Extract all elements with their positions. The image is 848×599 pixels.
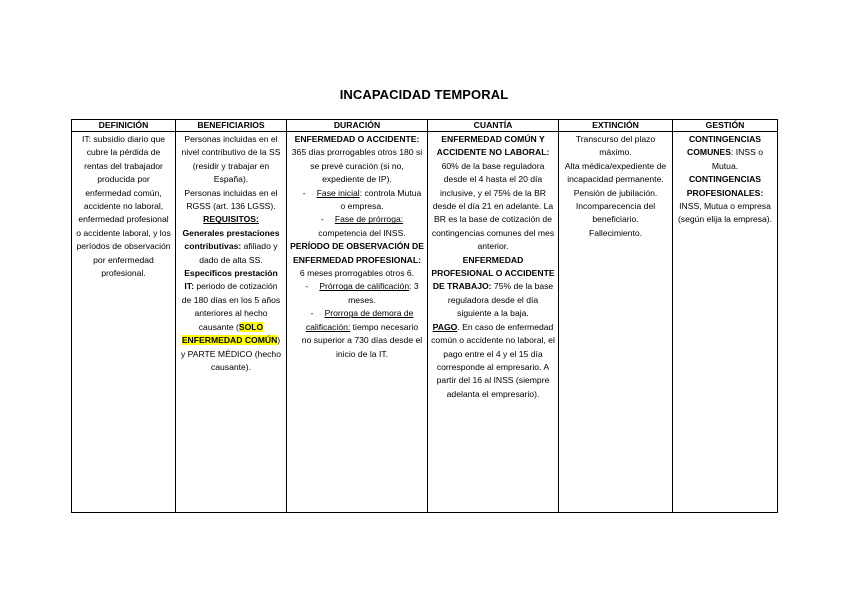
- header-row: [72, 120, 778, 132]
- prorroga-demora-label: Prorroga de demora de calificación:: [305, 308, 414, 332]
- periodo-text: 6 meses prorrogables otros 6.: [299, 268, 415, 279]
- page-title: INCAPACIDAD TEMPORAL: [339, 87, 509, 102]
- it-table: [71, 119, 778, 513]
- extincion-item: Pensión de jubilación.: [573, 187, 658, 198]
- header-beneficiarios: BENEFICIARIOS: [176, 120, 287, 132]
- cell-definicion: [72, 132, 176, 513]
- pago-label: PAGO: [432, 321, 458, 332]
- comunes-text: : INSS o Mutua.: [711, 147, 763, 171]
- generales-text: afiliado y dado de alta SS.: [199, 241, 278, 265]
- header-definicion: DEFINICIÓN: [72, 120, 176, 132]
- bullet-dash: -: [320, 214, 324, 225]
- cuantia-pago: [431, 321, 555, 401]
- bullet-dash: -: [302, 187, 306, 198]
- bullet-dash: -: [305, 281, 309, 292]
- extincion-item: Incomparecencia del beneficiario.: [575, 201, 656, 225]
- fase-inicial-label: Fase inicial: [316, 187, 360, 198]
- requisitos-generales: [179, 227, 283, 267]
- cuantia-ep: [431, 254, 555, 321]
- header-extincion: EXTINCIÓN: [559, 120, 673, 132]
- duracion-periodo: [290, 240, 424, 280]
- especificos-end: ) y PARTE MÉDICO (hecho causante).: [181, 335, 281, 372]
- extincion-item: Transcurso del plazo máximo.: [575, 134, 656, 158]
- header-duracion: DURACIÓN: [287, 120, 428, 132]
- definicion-text: IT: subsidio diario que cubre la pérdida de rentas del trabajador producida por enfermedad común, accidente no laboral, enfermedad profesional o accidente laboral, y los períodos de observación por enfermedad profesional.: [76, 134, 171, 279]
- cuantia-ec-text: 60% de la base reguladora desde el 4 hasta el 20 día inclusive, y el 75% de la BR desde el día 21 en adelante. La BR es la base de cotización de contingencias comunes del mes anterior.: [431, 160, 555, 252]
- fase-inicial-text: : controla Mutua o empresa.: [340, 187, 422, 212]
- content-row: [72, 132, 778, 513]
- comunes-label: CONTINGENCIAS COMUNES: [687, 134, 762, 158]
- prorroga-demora-text: tiempo necesario no superior a 730 días desde el inicio de la IT.: [301, 321, 423, 359]
- cell-gestion: [673, 132, 778, 513]
- header-cuantia: CUANTÍA: [428, 120, 559, 132]
- beneficiarios-p1: Personas incluidas en el nivel contributivo de la SS (residir y trabajar en España).: [181, 134, 281, 185]
- bullet-dash: -: [310, 308, 314, 319]
- especificos-label: Específicos prestación IT:: [184, 268, 278, 292]
- cell-extincion: [559, 132, 673, 513]
- cuantia-ep-text: 75% de la base reguladora desde el día siguiente a la baja.: [447, 281, 554, 319]
- cell-cuantia: [428, 132, 559, 513]
- prorroga-calificacion-text: : 3 meses.: [348, 281, 419, 305]
- fase-inicial-item: [290, 187, 424, 214]
- fase-prorroga-text: competencia del INSS.: [318, 227, 406, 238]
- extincion-item: Alta médica/expediente de incapacidad permanente.: [564, 160, 667, 185]
- cell-beneficiarios: [176, 132, 287, 513]
- prorroga-calificacion-label: Prórroga de calificación: [319, 281, 410, 292]
- especificos-text: periodo de cotización de 180 días en los 5 años anteriores al hecho causante (: [181, 281, 281, 332]
- generales-label: Generales prestaciones contributivas:: [182, 227, 280, 252]
- prorroga-demora-item: [290, 307, 424, 361]
- header-gestion: GESTIÓN: [673, 120, 778, 132]
- solo-enfermedad-comun-highlight: SOLO ENFERMEDAD COMÚN: [181, 321, 278, 346]
- pago-text: . En caso de enfermedad común o accidente no laboral, el pago entre el 4 y el 15 día corresponde al empresario. A partir del 16 al INSS (siempre adelanta el empresario).: [431, 321, 555, 399]
- requisitos-especificos: [179, 267, 283, 374]
- profesionales-text: INSS, Mutua o empresa (según elija la empresa).: [677, 201, 773, 225]
- fase-prorroga-item: [290, 213, 424, 240]
- duracion-ec-label: ENFERMEDAD O ACCIDENTE:: [294, 134, 420, 144]
- extincion-item: Fallecimiento.: [588, 227, 642, 238]
- periodo-label: PERÍODO DE OBSERVACIÓN DE ENFERMEDAD PROFESIONAL:: [290, 241, 424, 265]
- gestion-profesionales: [676, 173, 774, 227]
- cuantia-ec-label: ENFERMEDAD COMÚN Y ACCIDENTE NO LABORAL:: [436, 134, 550, 158]
- cuantia-ep-label: ENFERMEDAD PROFESIONAL O ACCIDENTE DE TRABAJO:: [431, 254, 555, 292]
- cuantia-ec: [431, 133, 555, 254]
- cell-duracion: [287, 132, 428, 513]
- beneficiarios-p2: Personas incluidas en el RGSS (art. 136 LGSS).: [184, 187, 278, 212]
- fase-prorroga-label: Fase de prórroga:: [334, 214, 404, 225]
- profesionales-label: CONTINGENCIAS PROFESIONALES:: [686, 174, 764, 198]
- duracion-ec: [290, 133, 424, 187]
- requisitos-label: REQUISITOS:: [203, 214, 259, 225]
- prorroga-calificacion-item: [290, 280, 424, 307]
- duracion-ec-text: 365 días prorrogables otros 180 si se prevé curación (si no, expediente de IP).: [291, 147, 423, 185]
- gestion-comunes: [676, 133, 774, 173]
